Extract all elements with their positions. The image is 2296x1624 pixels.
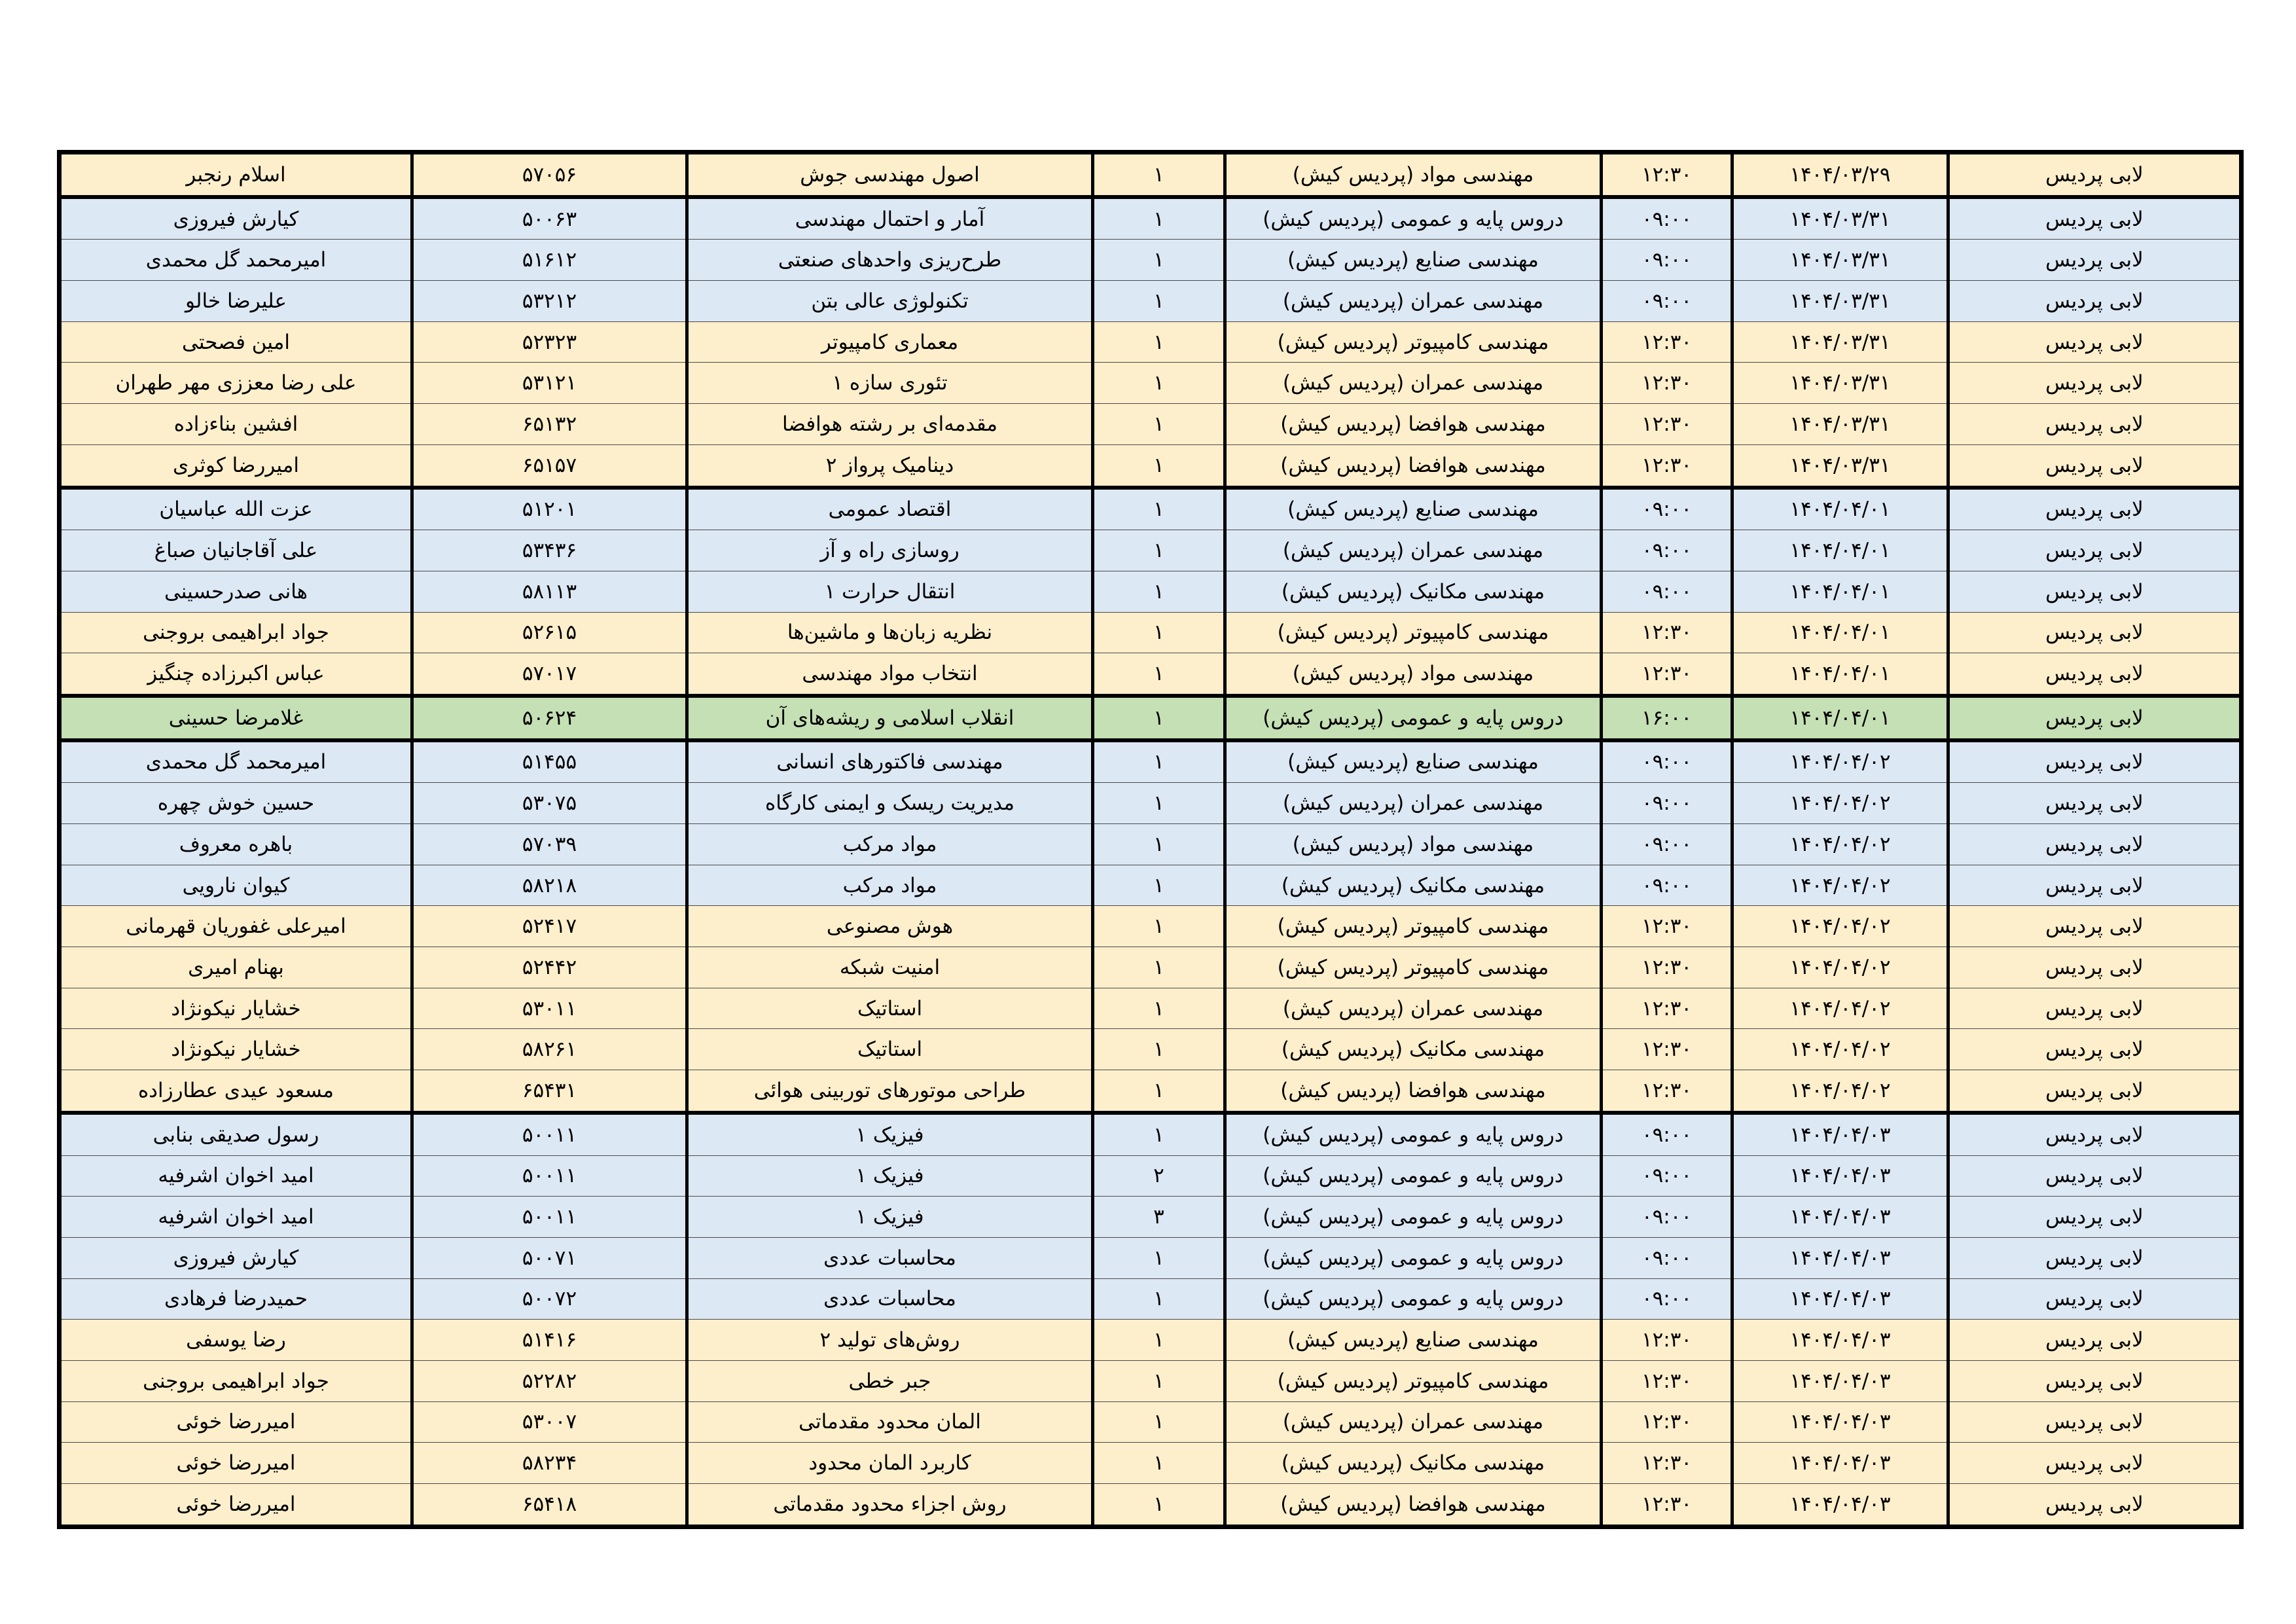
department-cell: مهندسی صنایع (پردیس کیش) [1225, 240, 1602, 281]
group-cell: ۱ [1093, 783, 1225, 824]
date-cell: ۱۴۰۴/۰۳/۲۹ [1732, 153, 1948, 197]
instructor-cell: غلامرضا حسینی [60, 696, 412, 740]
course-code-cell: ۵۰۶۲۴ [412, 696, 687, 740]
department-cell: مهندسی عمران (پردیس کیش) [1225, 530, 1602, 571]
group-cell: ۱ [1093, 240, 1225, 281]
department-cell: دروس پایه و عمومی (پردیس کیش) [1225, 696, 1602, 740]
instructor-cell: اسلام رنجبر [60, 153, 412, 197]
date-cell: ۱۴۰۴/۰۴/۰۱ [1732, 571, 1948, 612]
instructor-cell: بهنام امیری [60, 947, 412, 988]
department-cell: مهندسی مواد (پردیس کیش) [1225, 653, 1602, 696]
course-cell: فیزیک ۱ [687, 1155, 1093, 1197]
department-cell: مهندسی مکانیک (پردیس کیش) [1225, 1443, 1602, 1484]
course-code-cell: ۵۰۰۷۱ [412, 1237, 687, 1278]
course-cell: امنیت شبکه [687, 947, 1093, 988]
department-cell: مهندسی صنایع (پردیس کیش) [1225, 740, 1602, 783]
course-code-cell: ۵۷۰۵۶ [412, 153, 687, 197]
time-cell: ۱۶:۰۰ [1602, 696, 1732, 740]
group-cell: ۱ [1093, 1070, 1225, 1113]
instructor-cell: امید اخوان اشرفیه [60, 1155, 412, 1197]
department-cell: دروس پایه و عمومی (پردیس کیش) [1225, 1237, 1602, 1278]
department-cell: مهندسی کامپیوتر (پردیس کیش) [1225, 1360, 1602, 1401]
table-row [60, 1360, 2242, 1401]
location-cell: لابی پردیس [1948, 783, 2242, 824]
instructor-cell: علیرضا خالو [60, 281, 412, 322]
date-cell: ۱۴۰۴/۰۴/۰۳ [1732, 1237, 1948, 1278]
group-cell: ۱ [1093, 947, 1225, 988]
department-cell: مهندسی عمران (پردیس کیش) [1225, 1401, 1602, 1443]
date-cell: ۱۴۰۴/۰۴/۰۱ [1732, 696, 1948, 740]
location-cell: لابی پردیس [1948, 1484, 2242, 1527]
instructor-cell: کیارش فیروزی [60, 1237, 412, 1278]
time-cell: ۰۹:۰۰ [1602, 1113, 1732, 1155]
instructor-cell: افشین بناءزاده [60, 404, 412, 445]
course-cell: تئوری سازه ۱ [687, 363, 1093, 404]
course-cell: مدیریت ریسک و ایمنی کارگاه [687, 783, 1093, 824]
table-row [60, 571, 2242, 612]
course-code-cell: ۵۰۰۱۱ [412, 1113, 687, 1155]
department-cell: مهندسی عمران (پردیس کیش) [1225, 363, 1602, 404]
group-cell: ۱ [1093, 444, 1225, 487]
department-cell: مهندسی کامپیوتر (پردیس کیش) [1225, 947, 1602, 988]
course-code-cell: ۵۱۶۱۲ [412, 240, 687, 281]
time-cell: ۰۹:۰۰ [1602, 488, 1732, 530]
location-cell: لابی پردیس [1948, 1278, 2242, 1320]
course-cell: محاسبات عددی [687, 1278, 1093, 1320]
table-row [60, 530, 2242, 571]
exam-schedule-table [57, 150, 2244, 1529]
department-cell: مهندسی کامپیوتر (پردیس کیش) [1225, 612, 1602, 653]
course-cell: روسازی راه و آز [687, 530, 1093, 571]
course-code-cell: ۵۳۱۲۱ [412, 363, 687, 404]
location-cell: لابی پردیس [1948, 321, 2242, 363]
course-code-cell: ۵۸۲۳۴ [412, 1443, 687, 1484]
time-cell: ۱۲:۳۰ [1602, 1443, 1732, 1484]
group-cell: ۲ [1093, 1155, 1225, 1197]
group-cell: ۱ [1093, 906, 1225, 947]
date-cell: ۱۴۰۴/۰۴/۰۳ [1732, 1401, 1948, 1443]
date-cell: ۱۴۰۴/۰۳/۳۱ [1732, 197, 1948, 240]
department-cell: دروس پایه و عمومی (پردیس کیش) [1225, 1113, 1602, 1155]
course-code-cell: ۵۰۰۱۱ [412, 1197, 687, 1238]
group-cell: ۱ [1093, 865, 1225, 906]
group-cell: ۱ [1093, 1278, 1225, 1320]
instructor-cell: رسول صدیقی بنابی [60, 1113, 412, 1155]
department-cell: دروس پایه و عمومی (پردیس کیش) [1225, 1278, 1602, 1320]
instructor-cell: رضا یوسفی [60, 1320, 412, 1361]
instructor-cell: عزت الله عباسیان [60, 488, 412, 530]
course-cell: فیزیک ۱ [687, 1113, 1093, 1155]
table-row [60, 197, 2242, 240]
location-cell: لابی پردیس [1948, 1401, 2242, 1443]
course-cell: جبر خطی [687, 1360, 1093, 1401]
location-cell: لابی پردیس [1948, 1360, 2242, 1401]
location-cell: لابی پردیس [1948, 571, 2242, 612]
department-cell: مهندسی هوافضا (پردیس کیش) [1225, 404, 1602, 445]
table-row [60, 947, 2242, 988]
department-cell: مهندسی کامپیوتر (پردیس کیش) [1225, 906, 1602, 947]
date-cell: ۱۴۰۴/۰۴/۰۲ [1732, 1070, 1948, 1113]
table-row [60, 906, 2242, 947]
date-cell: ۱۴۰۴/۰۴/۰۲ [1732, 1029, 1948, 1070]
location-cell: لابی پردیس [1948, 612, 2242, 653]
department-cell: مهندسی کامپیوتر (پردیس کیش) [1225, 321, 1602, 363]
table-row [60, 1113, 2242, 1155]
course-cell: مهندسی فاکتورهای انسانی [687, 740, 1093, 783]
group-cell: ۱ [1093, 696, 1225, 740]
date-cell: ۱۴۰۴/۰۴/۰۳ [1732, 1113, 1948, 1155]
course-cell: معماری کامپیوتر [687, 321, 1093, 363]
date-cell: ۱۴۰۴/۰۴/۰۲ [1732, 865, 1948, 906]
location-cell: لابی پردیس [1948, 696, 2242, 740]
table-row [60, 612, 2242, 653]
course-cell: مواد مرکب [687, 824, 1093, 865]
location-cell: لابی پردیس [1948, 906, 2242, 947]
course-cell: فیزیک ۱ [687, 1197, 1093, 1238]
date-cell: ۱۴۰۴/۰۳/۳۱ [1732, 363, 1948, 404]
course-code-cell: ۵۷۰۱۷ [412, 653, 687, 696]
table-row [60, 1401, 2242, 1443]
table-row [60, 488, 2242, 530]
course-code-cell: ۵۳۰۰۷ [412, 1401, 687, 1443]
group-cell: ۱ [1093, 197, 1225, 240]
instructor-cell: باهره معروف [60, 824, 412, 865]
date-cell: ۱۴۰۴/۰۴/۰۲ [1732, 783, 1948, 824]
time-cell: ۱۲:۳۰ [1602, 1401, 1732, 1443]
table-row [60, 1029, 2242, 1070]
department-cell: مهندسی هوافضا (پردیس کیش) [1225, 1484, 1602, 1527]
department-cell: مهندسی عمران (پردیس کیش) [1225, 988, 1602, 1029]
location-cell: لابی پردیس [1948, 404, 2242, 445]
instructor-cell: جواد ابراهیمی بروجنی [60, 612, 412, 653]
course-cell: دینامیک پرواز ۲ [687, 444, 1093, 487]
time-cell: ۰۹:۰۰ [1602, 865, 1732, 906]
course-code-cell: ۵۳۰۷۵ [412, 783, 687, 824]
course-cell: استاتیک [687, 1029, 1093, 1070]
table-row [60, 653, 2242, 696]
time-cell: ۱۲:۳۰ [1602, 321, 1732, 363]
group-cell: ۳ [1093, 1197, 1225, 1238]
department-cell: مهندسی مکانیک (پردیس کیش) [1225, 865, 1602, 906]
instructor-cell: هانی صدرحسینی [60, 571, 412, 612]
course-cell: مقدمه‌ای بر رشته هوافضا [687, 404, 1093, 445]
table-row [60, 740, 2242, 783]
location-cell: لابی پردیس [1948, 1320, 2242, 1361]
group-cell: ۱ [1093, 1484, 1225, 1527]
course-cell: المان محدود مقدماتی [687, 1401, 1093, 1443]
instructor-cell: امیررضا خوئی [60, 1401, 412, 1443]
time-cell: ۱۲:۳۰ [1602, 1029, 1732, 1070]
department-cell: مهندسی مکانیک (پردیس کیش) [1225, 1029, 1602, 1070]
course-code-cell: ۵۱۴۱۶ [412, 1320, 687, 1361]
course-code-cell: ۵۲۳۲۳ [412, 321, 687, 363]
department-cell: مهندسی صنایع (پردیس کیش) [1225, 1320, 1602, 1361]
time-cell: ۰۹:۰۰ [1602, 240, 1732, 281]
location-cell: لابی پردیس [1948, 1443, 2242, 1484]
instructor-cell: خشایار نیکونژاد [60, 988, 412, 1029]
course-code-cell: ۵۰۰۷۲ [412, 1278, 687, 1320]
course-cell: انتخاب مواد مهندسی [687, 653, 1093, 696]
course-code-cell: ۵۲۴۱۷ [412, 906, 687, 947]
course-cell: آمار و احتمال مهندسی [687, 197, 1093, 240]
location-cell: لابی پردیس [1948, 1113, 2242, 1155]
group-cell: ۱ [1093, 281, 1225, 322]
time-cell: ۱۲:۳۰ [1602, 906, 1732, 947]
date-cell: ۱۴۰۴/۰۴/۰۱ [1732, 653, 1948, 696]
group-cell: ۱ [1093, 612, 1225, 653]
group-cell: ۱ [1093, 1113, 1225, 1155]
instructor-cell: حسین خوش چهره [60, 783, 412, 824]
date-cell: ۱۴۰۴/۰۴/۰۲ [1732, 947, 1948, 988]
time-cell: ۰۹:۰۰ [1602, 740, 1732, 783]
course-code-cell: ۵۲۴۴۲ [412, 947, 687, 988]
course-code-cell: ۵۱۲۰۱ [412, 488, 687, 530]
course-code-cell: ۵۲۶۱۵ [412, 612, 687, 653]
location-cell: لابی پردیس [1948, 281, 2242, 322]
table-row [60, 1443, 2242, 1484]
department-cell: مهندسی هوافضا (پردیس کیش) [1225, 444, 1602, 487]
time-cell: ۰۹:۰۰ [1602, 1155, 1732, 1197]
group-cell: ۱ [1093, 1401, 1225, 1443]
group-cell: ۱ [1093, 1360, 1225, 1401]
course-code-cell: ۵۷۰۳۹ [412, 824, 687, 865]
course-cell: مواد مرکب [687, 865, 1093, 906]
location-cell: لابی پردیس [1948, 740, 2242, 783]
date-cell: ۱۴۰۴/۰۳/۳۱ [1732, 444, 1948, 487]
location-cell: لابی پردیس [1948, 363, 2242, 404]
course-cell: اقتصاد عمومی [687, 488, 1093, 530]
course-cell: استاتیک [687, 988, 1093, 1029]
location-cell: لابی پردیس [1948, 197, 2242, 240]
group-cell: ۱ [1093, 530, 1225, 571]
instructor-cell: کیارش فیروزی [60, 197, 412, 240]
time-cell: ۰۹:۰۰ [1602, 281, 1732, 322]
group-cell: ۱ [1093, 1029, 1225, 1070]
table-row [60, 321, 2242, 363]
course-code-cell: ۵۸۲۱۸ [412, 865, 687, 906]
date-cell: ۱۴۰۴/۰۴/۰۳ [1732, 1278, 1948, 1320]
group-cell: ۱ [1093, 1320, 1225, 1361]
course-code-cell: ۶۵۱۳۲ [412, 404, 687, 445]
instructor-cell: امیررضا خوئی [60, 1443, 412, 1484]
location-cell: لابی پردیس [1948, 988, 2242, 1029]
location-cell: لابی پردیس [1948, 1237, 2242, 1278]
course-code-cell: ۵۸۲۶۱ [412, 1029, 687, 1070]
table-body [60, 153, 2242, 1527]
instructor-cell: امین فصحتی [60, 321, 412, 363]
course-cell: تکنولوژی عالی بتن [687, 281, 1093, 322]
date-cell: ۱۴۰۴/۰۳/۳۱ [1732, 281, 1948, 322]
table-row [60, 988, 2242, 1029]
instructor-cell: مسعود عیدی عطارزاده [60, 1070, 412, 1113]
course-cell: هوش مصنوعی [687, 906, 1093, 947]
course-code-cell: ۵۲۲۸۲ [412, 1360, 687, 1401]
course-code-cell: ۵۰۰۶۳ [412, 197, 687, 240]
group-cell: ۱ [1093, 153, 1225, 197]
time-cell: ۰۹:۰۰ [1602, 530, 1732, 571]
time-cell: ۰۹:۰۰ [1602, 1237, 1732, 1278]
time-cell: ۱۲:۳۰ [1602, 153, 1732, 197]
course-code-cell: ۶۵۴۳۱ [412, 1070, 687, 1113]
date-cell: ۱۴۰۴/۰۳/۳۱ [1732, 240, 1948, 281]
date-cell: ۱۴۰۴/۰۴/۰۲ [1732, 824, 1948, 865]
department-cell: دروس پایه و عمومی (پردیس کیش) [1225, 197, 1602, 240]
location-cell: لابی پردیس [1948, 240, 2242, 281]
group-cell: ۱ [1093, 824, 1225, 865]
instructor-cell: امیرمحمد گل محمدی [60, 240, 412, 281]
date-cell: ۱۴۰۴/۰۴/۰۳ [1732, 1360, 1948, 1401]
department-cell: دروس پایه و عمومی (پردیس کیش) [1225, 1155, 1602, 1197]
table-row [60, 363, 2242, 404]
location-cell: لابی پردیس [1948, 824, 2242, 865]
department-cell: مهندسی مکانیک (پردیس کیش) [1225, 571, 1602, 612]
time-cell: ۱۲:۳۰ [1602, 363, 1732, 404]
location-cell: لابی پردیس [1948, 153, 2242, 197]
table-row [60, 1320, 2242, 1361]
instructor-cell: امیرمحمد گل محمدی [60, 740, 412, 783]
instructor-cell: جواد ابراهیمی بروجنی [60, 1360, 412, 1401]
course-code-cell: ۵۱۴۵۵ [412, 740, 687, 783]
date-cell: ۱۴۰۴/۰۴/۰۱ [1732, 612, 1948, 653]
course-code-cell: ۵۸۱۱۳ [412, 571, 687, 612]
table-row [60, 404, 2242, 445]
course-cell: انقلاب اسلامی و ریشه‌های آن [687, 696, 1093, 740]
group-cell: ۱ [1093, 404, 1225, 445]
location-cell: لابی پردیس [1948, 1155, 2242, 1197]
time-cell: ۰۹:۰۰ [1602, 824, 1732, 865]
date-cell: ۱۴۰۴/۰۳/۳۱ [1732, 404, 1948, 445]
course-cell: نظریه زبان‌ها و ماشین‌ها [687, 612, 1093, 653]
location-cell: لابی پردیس [1948, 1070, 2242, 1113]
time-cell: ۱۲:۳۰ [1602, 988, 1732, 1029]
course-cell: انتقال حرارت ۱ [687, 571, 1093, 612]
location-cell: لابی پردیس [1948, 1029, 2242, 1070]
table-row [60, 444, 2242, 487]
date-cell: ۱۴۰۴/۰۴/۰۳ [1732, 1443, 1948, 1484]
date-cell: ۱۴۰۴/۰۴/۰۲ [1732, 906, 1948, 947]
date-cell: ۱۴۰۴/۰۴/۰۲ [1732, 740, 1948, 783]
time-cell: ۱۲:۳۰ [1602, 1484, 1732, 1527]
course-code-cell: ۵۳۰۱۱ [412, 988, 687, 1029]
table-row [60, 153, 2242, 197]
time-cell: ۰۹:۰۰ [1602, 571, 1732, 612]
table-row [60, 1278, 2242, 1320]
location-cell: لابی پردیس [1948, 444, 2242, 487]
group-cell: ۱ [1093, 988, 1225, 1029]
course-cell: روش‌های تولید ۲ [687, 1320, 1093, 1361]
table-row [60, 1237, 2242, 1278]
department-cell: مهندسی عمران (پردیس کیش) [1225, 281, 1602, 322]
time-cell: ۱۲:۳۰ [1602, 612, 1732, 653]
department-cell: مهندسی مواد (پردیس کیش) [1225, 153, 1602, 197]
course-cell: محاسبات عددی [687, 1237, 1093, 1278]
location-cell: لابی پردیس [1948, 653, 2242, 696]
course-code-cell: ۵۳۲۱۲ [412, 281, 687, 322]
course-cell: طرح‌ریزی واحدهای صنعتی [687, 240, 1093, 281]
course-cell: کاربرد المان محدود [687, 1443, 1093, 1484]
instructor-cell: علی رضا معززی مهر طهران [60, 363, 412, 404]
table-row [60, 1155, 2242, 1197]
table-row [60, 696, 2242, 740]
group-cell: ۱ [1093, 488, 1225, 530]
time-cell: ۰۹:۰۰ [1602, 1197, 1732, 1238]
location-cell: لابی پردیس [1948, 947, 2242, 988]
time-cell: ۰۹:۰۰ [1602, 1278, 1732, 1320]
instructor-cell: امیررضا خوئی [60, 1484, 412, 1527]
course-cell: طراحی موتورهای توربینی هوائی [687, 1070, 1093, 1113]
department-cell: مهندسی مواد (پردیس کیش) [1225, 824, 1602, 865]
time-cell: ۱۲:۳۰ [1602, 947, 1732, 988]
time-cell: ۰۹:۰۰ [1602, 197, 1732, 240]
course-code-cell: ۶۵۱۵۷ [412, 444, 687, 487]
location-cell: لابی پردیس [1948, 1197, 2242, 1238]
table-row [60, 281, 2242, 322]
date-cell: ۱۴۰۴/۰۴/۰۳ [1732, 1320, 1948, 1361]
date-cell: ۱۴۰۴/۰۴/۰۳ [1732, 1484, 1948, 1527]
course-code-cell: ۶۵۴۱۸ [412, 1484, 687, 1527]
instructor-cell: حمیدرضا فرهادی [60, 1278, 412, 1320]
group-cell: ۱ [1093, 321, 1225, 363]
instructor-cell: امید اخوان اشرفیه [60, 1197, 412, 1238]
table-row [60, 1484, 2242, 1527]
department-cell: مهندسی هوافضا (پردیس کیش) [1225, 1070, 1602, 1113]
table-row [60, 240, 2242, 281]
date-cell: ۱۴۰۴/۰۴/۰۱ [1732, 530, 1948, 571]
table-row [60, 865, 2242, 906]
group-cell: ۱ [1093, 363, 1225, 404]
group-cell: ۱ [1093, 1443, 1225, 1484]
instructor-cell: کیوان نارویی [60, 865, 412, 906]
table-row [60, 1197, 2242, 1238]
time-cell: ۰۹:۰۰ [1602, 783, 1732, 824]
group-cell: ۱ [1093, 1237, 1225, 1278]
time-cell: ۱۲:۳۰ [1602, 404, 1732, 445]
department-cell: مهندسی عمران (پردیس کیش) [1225, 783, 1602, 824]
date-cell: ۱۴۰۴/۰۴/۰۲ [1732, 988, 1948, 1029]
department-cell: مهندسی صنایع (پردیس کیش) [1225, 488, 1602, 530]
location-cell: لابی پردیس [1948, 530, 2242, 571]
time-cell: ۱۲:۳۰ [1602, 1070, 1732, 1113]
time-cell: ۱۲:۳۰ [1602, 1360, 1732, 1401]
course-code-cell: ۵۳۴۳۶ [412, 530, 687, 571]
location-cell: لابی پردیس [1948, 865, 2242, 906]
instructor-cell: علی آقاجانیان صباغ [60, 530, 412, 571]
group-cell: ۱ [1093, 571, 1225, 612]
course-code-cell: ۵۰۰۱۱ [412, 1155, 687, 1197]
course-cell: روش اجزاء محدود مقدماتی [687, 1484, 1093, 1527]
department-cell: دروس پایه و عمومی (پردیس کیش) [1225, 1197, 1602, 1238]
table-row [60, 1070, 2242, 1113]
course-cell: اصول مهندسی جوش [687, 153, 1093, 197]
time-cell: ۱۲:۳۰ [1602, 1320, 1732, 1361]
time-cell: ۱۲:۳۰ [1602, 444, 1732, 487]
date-cell: ۱۴۰۴/۰۴/۰۳ [1732, 1155, 1948, 1197]
instructor-cell: امیررضا کوثری [60, 444, 412, 487]
location-cell: لابی پردیس [1948, 488, 2242, 530]
time-cell: ۱۲:۳۰ [1602, 653, 1732, 696]
instructor-cell: عباس اکبرزاده چنگیز [60, 653, 412, 696]
table-row [60, 783, 2242, 824]
date-cell: ۱۴۰۴/۰۴/۰۱ [1732, 488, 1948, 530]
group-cell: ۱ [1093, 740, 1225, 783]
date-cell: ۱۴۰۴/۰۳/۳۱ [1732, 321, 1948, 363]
instructor-cell: خشایار نیکونژاد [60, 1029, 412, 1070]
date-cell: ۱۴۰۴/۰۴/۰۳ [1732, 1197, 1948, 1238]
table-row [60, 824, 2242, 865]
instructor-cell: امیرعلی غفوریان قهرمانی [60, 906, 412, 947]
group-cell: ۱ [1093, 653, 1225, 696]
